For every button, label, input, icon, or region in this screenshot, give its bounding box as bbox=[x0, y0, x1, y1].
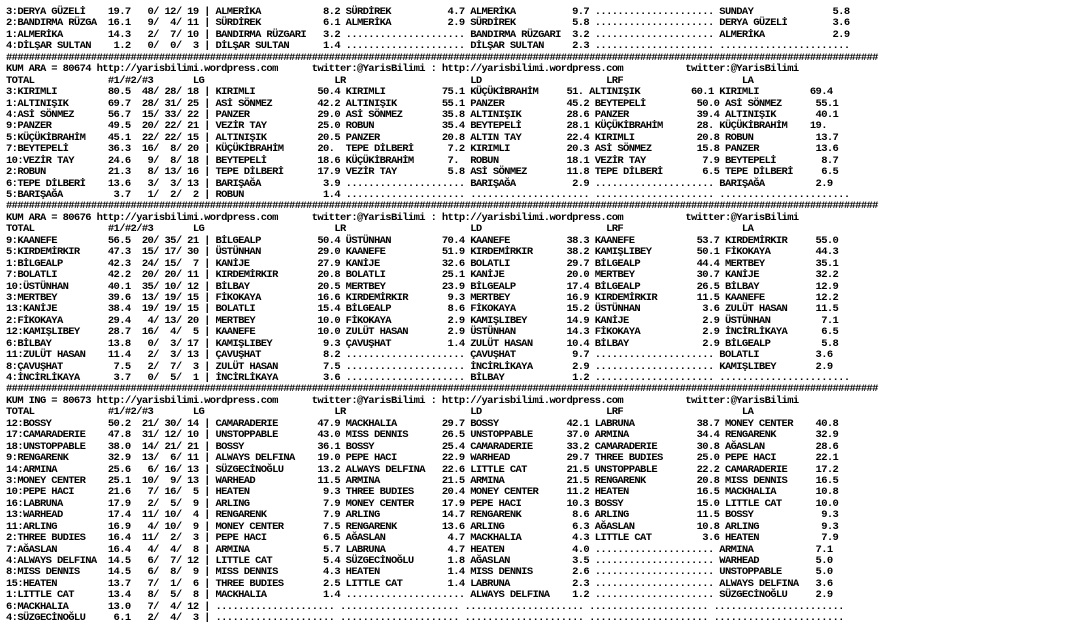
column-header-line: TOTAL #1/#2/#3 LG LR LD LRF LA bbox=[6, 406, 754, 419]
result-row: 3:MONEY CENTER 25.1 10/ 9/ 13 | WARHEAD 11.5 ARMINA 21.5 ARMINA 21.5 RENGARENK 20.8 MISS DENNIS 16.5 bbox=[6, 474, 839, 487]
result-row: 2:ROBUN 21.3 8/ 13/ 16 | TEPE DİLBERİ 17.9 VEZİR TAY 5.8 ASİ SÖNMEZ 11.8 TEPE DİLBERİ 6.5 TEPE DİLBERİ 6.5 bbox=[6, 166, 839, 179]
result-row: 11:ARLING 16.9 4/ 10/ 9 | MONEY CENTER 7.5 RENGARENK 13.6 ARLING 6.3 AĞASLAN 10.8 ARLING 9.3 bbox=[6, 520, 839, 533]
result-row: 9:PANZER 49.5 20/ 22/ 21 | VEZİR TAY 25.0 ROBUN 35.4 BEYTEPELİ 28.1 KÜÇÜKİBRAHİM 28. KÜÇÜKİBRAHİM 19. bbox=[6, 120, 827, 133]
result-row: 6:MACKHALIA 13.0 7/ 4/ 12 | ..................... ..................... ..................... ..................... ....................... bbox=[6, 600, 844, 613]
separator-line: ########################################################################################################################################################## bbox=[6, 383, 878, 396]
result-row: 1:ALMERİKA 14.3 2/ 7/ 10 | BANDIRMA RÜZGARI 3.2 ..................... BANDIRMA RÜZGARI 3.2 ..................... ALMERİKA 2.9 bbox=[6, 28, 850, 41]
result-row: 9:RENGARENK 32.9 13/ 6/ 11 | ALWAYS DELFINA 19.0 PEPE HACI 22.9 WARHEAD 29.7 THREE BUDIES 25.0 PEPE HACI 22.1 bbox=[6, 452, 839, 465]
result-row: 5:KÜÇÜKİBRAHİM 45.1 22/ 22/ 15 | ALTINIŞIK 20.5 PANZER 20.8 ALTIN TAY 22.4 KIRIMLI 20.8 ROBUN 13.7 bbox=[6, 131, 839, 144]
race-header-line: KUM ARA = 80674 http://yarisbilimi.wordpress.com twitter:@YarisBilimi : http://yarisbilimi.wordpress.com twitter:@YarisBilimi bbox=[6, 63, 799, 76]
result-row: 11:ZULÜT HASAN 11.4 2/ 3/ 13 | ÇAVUŞHAT 8.2 ..................... ÇAVUŞHAT 9.7 ..................... BOLATLI 3.6 bbox=[6, 349, 833, 362]
result-row: 13:WARHEAD 17.4 11/ 10/ 4 | RENGARENK 7.9 ARLING 14.7 RENGARENK 8.6 ARLING 11.5 BOSSY 9.3 bbox=[6, 509, 839, 522]
result-row: 6:TEPE DİLBERİ 13.6 3/ 3/ 13 | BARIŞAĞA 3.9 ..................... BARIŞAĞA 2.9 ..................... BARIŞAĞA 2.9 bbox=[6, 177, 833, 190]
result-row: 1:LITTLE CAT 13.4 8/ 5/ 8 | MACKHALIA 1.4 ..................... ALWAYS DELFINA 1.2 ..................... SÜZGECİNOĞLU 2.9 bbox=[6, 589, 833, 602]
result-row: 2:BANDIRMA RÜZGA 16.1 9/ 4/ 11 | SÜRDİREK 6.1 ALMERİKA 2.9 SÜRDİREK 5.8 ..................... DERYA GÜZELİ 3.6 bbox=[6, 17, 850, 30]
result-row: 18:UNSTOPPABLE 38.0 14/ 21/ 21 | BOSSY 36.1 BOSSY 25.4 CAMARADERIE 33.2 CAMARADERIE 30.8 AĞASLAN 28.6 bbox=[6, 440, 839, 453]
result-row: 17:CAMARADERIE 47.8 31/ 12/ 10 | UNSTOPPABLE 43.0 MISS DENNIS 26.5 UNSTOPPABLE 37.0 ARMINA 34.4 RENGARENK 32.9 bbox=[6, 429, 839, 442]
result-row: 12:BOSSY 50.2 21/ 30/ 14 | CAMARADERIE 47.9 MACKHALIA 29.7 BOSSY 42.1 LABRUNA 38.7 MONEY CENTER 40.8 bbox=[6, 417, 839, 430]
separator-line: ########################################################################################################################################################## bbox=[6, 51, 878, 64]
separator-line: ########################################################################################################################################################## bbox=[6, 200, 878, 213]
result-row: 10:VEZİR TAY 24.6 9/ 8/ 18 | BEYTEPELİ 18.6 KÜÇÜKİBRAHİM 7. ROBUN 18.1 VEZİR TAY 7.9 BEYTEPELİ 8.7 bbox=[6, 154, 839, 167]
result-row: 13:KANİJE 38.4 19/ 19/ 15 | BOLATLI 15.4 BİLGEALP 8.6 FİKOKAYA 15.2 ÜSTÜNHAN 3.6 ZULÜT HASAN 11.5 bbox=[6, 303, 839, 316]
result-row: 4:ALWAYS DELFINA 14.5 6/ 7/ 12 | LITTLE CAT 5.4 SÜZGECİNOĞLU 1.8 AĞASLAN 3.5 ..................... WARHEAD 5.0 bbox=[6, 555, 833, 567]
result-row: 2:FİKOKAYA 29.4 4/ 13/ 20 | MERTBEY 10.0 FİKOKAYA 2.9 KAMIŞLIBEY 14.9 KANİJE 2.9 ÜSTÜNHAN 7.1 bbox=[6, 314, 839, 327]
result-row: 1:ALTINIŞIK 69.7 28/ 31/ 25 | ASİ SÖNMEZ 42.2 ALTINIŞIK 55.1 PANZER 45.2 BEYTEPELİ 50.0 ASİ SÖNMEZ 55.1 bbox=[6, 97, 839, 110]
result-row: 4:SÜZGECİNOĞLU 6.1 2/ 4/ 3 | ..................... ..................... ..................... ..................... ....................... bbox=[6, 612, 844, 625]
result-row: 1:BİLGEALP 42.3 24/ 15/ 7 | KANİJE 27.9 KANİJE 32.6 BOLATLI 29.7 BİLGEALP 44.4 MERTBEY 35.1 bbox=[6, 257, 839, 270]
result-row: 9:KAANEFE 56.5 20/ 35/ 21 | BİLGEALP 50.4 ÜSTÜNHAN 70.4 KAANEFE 38.3 KAANEFE 53.7 KIRDEMİRKIR 55.0 bbox=[6, 234, 839, 247]
result-row: 12:KAMIŞLIBEY 28.7 16/ 4/ 5 | KAANEFE 10.0 ZULÜT HASAN 2.9 ÜSTÜNHAN 14.3 FİKOKAYA 2.9 İNCİRLİKAYA 6.5 bbox=[6, 326, 839, 339]
race-header-line: KUM ARA = 80676 http://yarisbilimi.wordpress.com twitter:@YarisBilimi : http://yarisbilimi.wordpress.com twitter:@YarisBilimi bbox=[6, 211, 799, 224]
result-row: 14:ARMINA 25.6 6/ 16/ 13 | SÜZGECİNOĞLU 13.2 ALWAYS DELFINA 22.6 LITTLE CAT 21.5 UNSTOPPABLE 22.2 CAMARADERIE 17.2 bbox=[6, 463, 839, 476]
result-row: 8:MISS DENNIS 14.5 6/ 8/ 9 | MISS DENNIS 4.3 HEATEN 1.4 MISS DENNIS 2.6 ..................... UNSTOPPABLE 5.0 bbox=[6, 566, 833, 579]
result-row: 10:PEPE HACI 21.6 7/ 16/ 5 | HEATEN 9.3 THREE BUDIES 20.4 MONEY CENTER 11.2 HEATEN 16.5 MACKHALIA 10.8 bbox=[6, 486, 839, 499]
result-row: 8:ÇAVUŞHAT 7.5 2/ 7/ 3 | ZULÜT HASAN 7.5 ..................... İNCİRLİKAYA 2.9 ..................... KAMIŞLIBEY 2.9 bbox=[6, 360, 833, 373]
result-row: 5:BARIŞAĞA 3.7 1/ 2/ 2 | ROBUN 1.4 ..................... ..................... ..................... ....................... bbox=[6, 189, 850, 201]
column-header-line: TOTAL #1/#2/#3 LG LR LD LRF LA bbox=[6, 74, 754, 87]
result-row: 5:KIRDEMİRKIR 47.3 15/ 17/ 30 | ÜSTÜNHAN 29.0 KAANEFE 51.9 KIRDEMİRKIR 38.2 KAMIŞLIBEY 50.1 FİKOKAYA 44.3 bbox=[6, 246, 839, 259]
race-header-line: KUM ING = 80673 http://yarisbilimi.wordpress.com twitter:@YarisBilimi : http://yarisbilimi.wordpress.com twitter:@YarisBilimi bbox=[6, 394, 799, 407]
result-row: 3:KIRIMLI 80.5 48/ 28/ 18 | KIRIMLI 50.4 KIRIMLI 75.1 KÜÇÜKİBRAHİM 51. ALTINIŞIK 60.1 KIRIMLI 69.4 bbox=[6, 86, 833, 99]
result-row: 7:BEYTEPELİ 36.3 16/ 8/ 20 | KÜÇÜKİBRAHİM 20. TEPE DİLBERİ 7.2 KIRIMLI 20.3 ASİ SÖNMEZ 15.8 PANZER 13.6 bbox=[6, 143, 839, 156]
result-row: 4:ASİ SÖNMEZ 56.7 15/ 33/ 22 | PANZER 29.0 ASİ SÖNMEZ 35.8 ALTINIŞIK 28.6 PANZER 39.4 ALTINIŞIK 40.1 bbox=[6, 108, 839, 121]
result-row: 3:MERTBEY 39.6 13/ 19/ 15 | FİKOKAYA 16.6 KIRDEMİRKIR 9.3 MERTBEY 16.9 KIRDEMİRKIR 11.5 KAANEFE 12.2 bbox=[6, 291, 839, 304]
result-row: 16:LABRUNA 17.9 2/ 5/ 9 | ARLING 7.9 MONEY CENTER 17.9 PEPE HACI 10.3 BOSSY 15.0 LITTLE CAT 10.0 bbox=[6, 497, 839, 510]
result-row: 3:DERYA GÜZELİ 19.7 0/ 12/ 19 | ALMERİKA 8.2 SÜRDİREK 4.7 ALMERİKA 9.7 ..................... SUNDAY 5.8 bbox=[6, 6, 850, 18]
column-header-line: TOTAL #1/#2/#3 LG LR LD LRF LA bbox=[6, 223, 754, 236]
result-row: 4:DİLŞAR SULTAN 1.2 0/ 0/ 3 | DİLŞAR SULTAN 1.4 ..................... DİLŞAR SULTAN 2.3 ..................... ....................... bbox=[6, 40, 850, 53]
result-row: 4:İNCİRLİKAYA 3.7 0/ 5/ 1 | İNCİRLİKAYA 3.6 ..................... BİLBAY 1.2 ..................... ....................... bbox=[6, 372, 850, 384]
result-row: 7:AĞASLAN 16.4 4/ 4/ 8 | ARMINA 5.7 LABRUNA 4.7 HEATEN 4.0 ..................... ARMINA 7.1 bbox=[6, 543, 833, 556]
result-row: 10:ÜSTÜNHAN 40.1 35/ 10/ 12 | BİLBAY 20.5 MERTBEY 23.9 BİLGEALP 17.4 BİLGEALP 26.5 BİLBAY 12.9 bbox=[6, 280, 839, 293]
result-row: 6:BİLBAY 13.8 0/ 3/ 17 | KAMIŞLIBEY 9.3 ÇAVUŞHAT 1.4 ZULÜT HASAN 10.4 BİLBAY 2.9 BİLGEALP 5.8 bbox=[6, 337, 839, 350]
result-row: 15:HEATEN 13.7 7/ 1/ 6 | THREE BUDIES 2.5 LITTLE CAT 1.4 LABRUNA 2.3 ..................... ALWAYS DELFINA 3.6 bbox=[6, 577, 833, 590]
result-row: 7:BOLATLI 42.2 20/ 20/ 11 | KIRDEMİRKIR 20.8 BOLATLI 25.1 KANİJE 20.0 MERTBEY 30.7 KANİJE 32.2 bbox=[6, 269, 839, 282]
result-row: 2:THREE BUDIES 16.4 11/ 2/ 3 | PEPE HACI 6.5 AĞASLAN 4.7 MACKHALIA 4.3 LITTLE CAT 3.6 HEATEN 7.9 bbox=[6, 532, 839, 545]
